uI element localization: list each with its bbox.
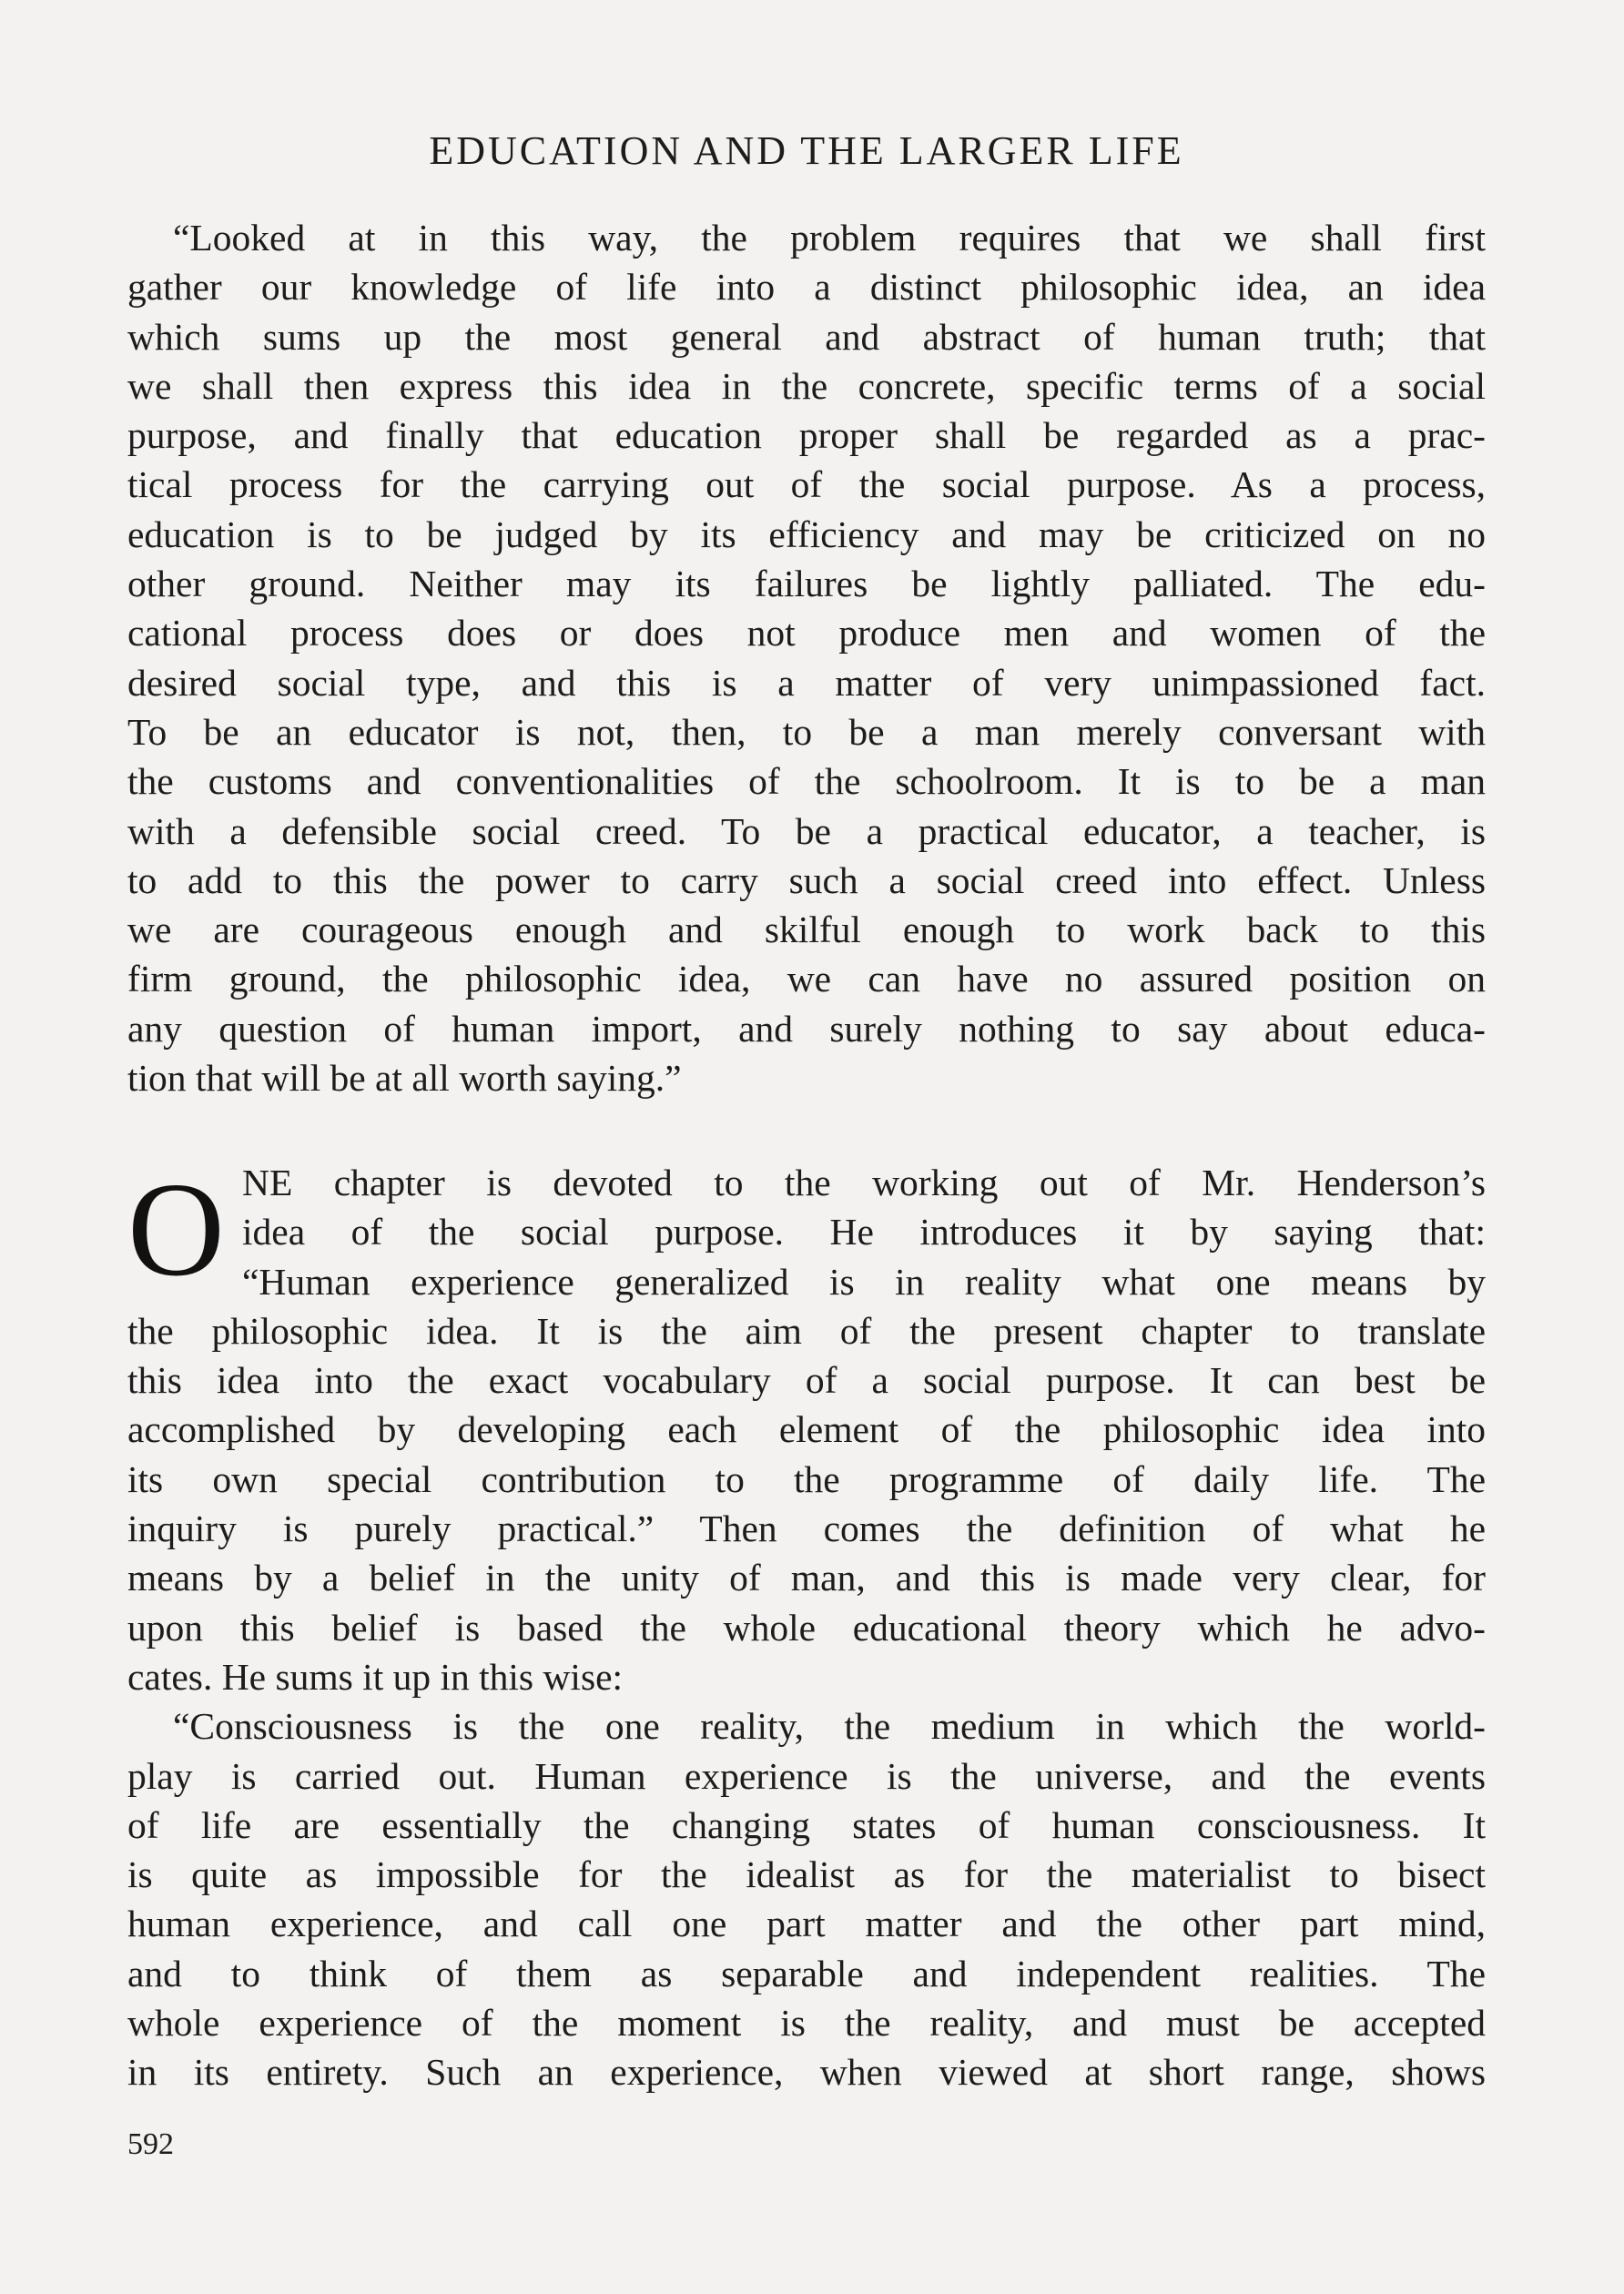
text-line: upon this belief is based the whole educational theory which he advo-	[127, 1606, 1486, 1649]
text-line: desired social type, and this is a matter of very unimpassioned fact.	[127, 661, 1486, 704]
text-line: tical process for the carrying out of the social purpose. As a process,	[127, 463, 1486, 506]
text-line: cational process does or does not produce men and women of the	[127, 612, 1486, 655]
text-line: idea of the social purpose. He introduces it by saying that:	[242, 1211, 1486, 1254]
text-line: whole experience of the moment is the reality, and must be accepted	[127, 2002, 1486, 2045]
text-line: its own special contribution to the programme of daily life. The	[127, 1457, 1486, 1500]
quote-paragraph	[127, 213, 1486, 1102]
text-line: human experience, and call one part matter and the other part mind,	[127, 1903, 1486, 1945]
text-line: tion that will be at all worth saying.”	[127, 1057, 682, 1100]
text-line: we are courageous enough and skilful enough to work back to this	[127, 908, 1486, 951]
text-line: in its entirety. Such an experience, when viewed at short range, shows	[127, 2051, 1486, 2094]
text-line: of life are essentially the changing states of human consciousness. It	[127, 1803, 1486, 1846]
text-line: cates. He sums it up in this wise:	[127, 1655, 624, 1698]
text-line: other ground. Neither may its failures be lightly palliated. The edu-	[127, 563, 1486, 605]
text-line: is quite as impossible for the idealist as for the materialist to bisect	[127, 1853, 1486, 1896]
text-line: To be an educator is not, then, to be a man merely conversant with	[127, 710, 1486, 753]
text-line: firm ground, the philosophic idea, we can have no assured position on	[127, 958, 1486, 1000]
text-line: “Human experience generalized is in reality what one means by	[242, 1260, 1486, 1303]
text-line: to add to this the power to carry such a social creed into effect. Unless	[127, 858, 1486, 901]
page-number: 592	[127, 2127, 174, 2161]
text-line: gather our knowledge of life into a distinct philosophic idea, an idea	[127, 266, 1486, 309]
text-line: “Looked at in this way, the problem requires that we shall first	[173, 217, 1486, 259]
text-line: and to think of them as separable and independent realities. The	[127, 1952, 1486, 1995]
drop-cap: O	[127, 1155, 225, 1304]
text-line: accomplished by developing each element of the philosophic idea into	[127, 1408, 1486, 1451]
text-line: inquiry is purely practical.” Then comes the definition of what he	[127, 1507, 1486, 1550]
text-line: play is carried out. Human experience is the universe, and the events	[127, 1754, 1486, 1797]
text-line: means by a belief in the unity of man, and this is made very clear, for	[127, 1557, 1486, 1599]
text-line: this idea into the exact vocabulary of a social purpose. It can best be	[127, 1359, 1486, 1402]
text-line: “Consciousness is the one reality, the medium in which the world-	[173, 1705, 1486, 1748]
text-line: we shall then express this idea in the concrete, specific terms of a social	[127, 364, 1486, 407]
text-line: education is to be judged by its efficiency and may be criticized on no	[127, 513, 1486, 555]
section-paragraph	[127, 1155, 1486, 2097]
text-line: any question of human import, and surely nothing to say about educa-	[127, 1007, 1486, 1050]
text-line: which sums up the most general and abstract of human truth; that	[127, 315, 1486, 358]
text-line: the philosophic idea. It is the aim of the present chapter to translate	[127, 1309, 1486, 1352]
text-line: the customs and conventionalities of the schoolroom. It is to be a man	[127, 760, 1486, 803]
text-line: with a defensible social creed. To be a practical educator, a teacher, is	[127, 809, 1486, 852]
text-line: NE chapter is devoted to the working out of Mr. Henderson’s	[242, 1162, 1486, 1203]
text-line: purpose, and finally that education proper shall be regarded as a prac-	[127, 414, 1486, 457]
running-head: EDUCATION AND THE LARGER LIFE	[429, 128, 1184, 173]
